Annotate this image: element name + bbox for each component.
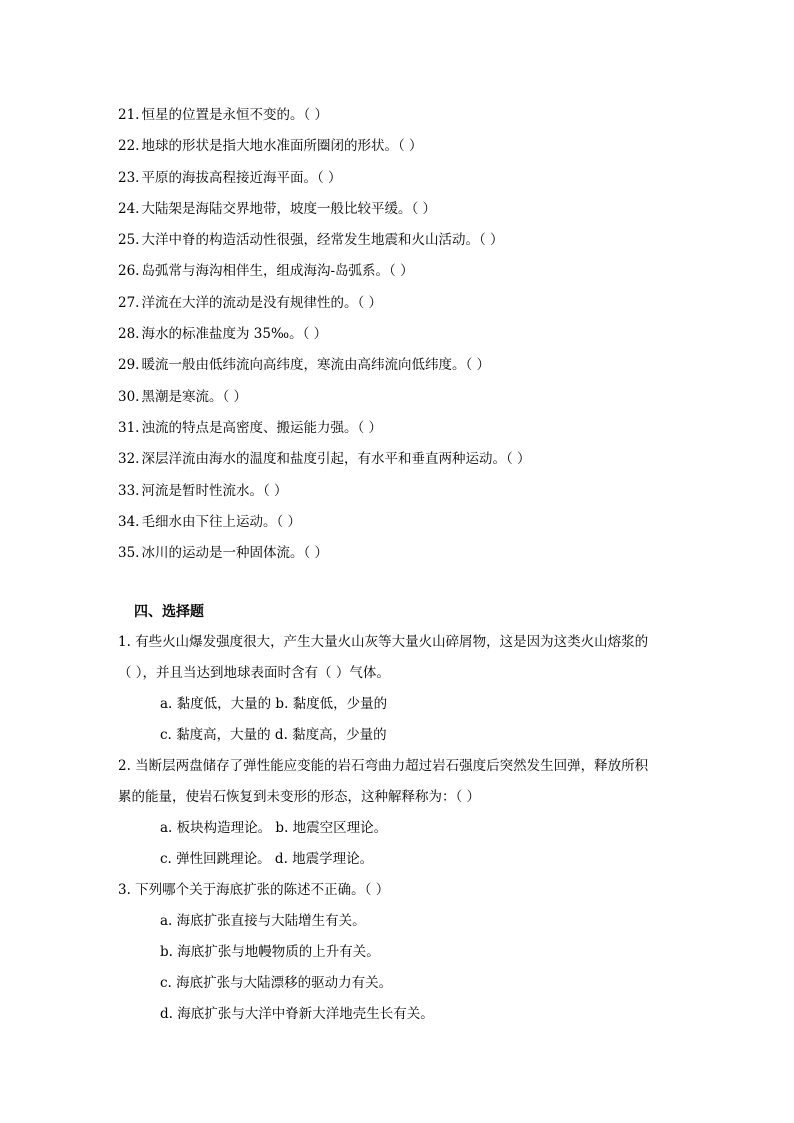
list-item	[118, 444, 758, 475]
item-number: 28.	[118, 326, 140, 343]
option-d: d. 海底扩张与大洋中脊新大洋地壳生长有关。	[160, 1006, 434, 1022]
option-a: a. 海底扩张直接与大陆增生有关。	[160, 913, 366, 929]
item-number: 29.	[118, 357, 140, 374]
item-number: 21.	[118, 107, 140, 123]
item-text: 暖流一般由低纬流向高纬度，寒流由高纬流向低纬度。（ ）	[141, 357, 491, 374]
question-2	[118, 751, 678, 875]
item-text: 黑潮是寒流。（ ）	[141, 388, 248, 405]
list-item	[118, 507, 758, 538]
list-item	[118, 413, 758, 444]
section-title: 四、选择题	[134, 604, 204, 620]
item-text: 毛细水由下往上运动。（ ）	[141, 513, 302, 530]
item-number: 26.	[118, 263, 140, 280]
option-line: a. 黏度低，大量的 b. 黏度低，少量的	[160, 696, 388, 712]
item-number: 24.	[118, 200, 140, 217]
list-item	[118, 194, 758, 225]
question-stem-line: 2. 当断层两盘储存了弹性能应变能的岩石弯曲力超过岩石强度后突然发生回弹，释放所积	[118, 758, 649, 774]
option-line: c. 黏度高，大量的 d. 黏度高，少量的	[160, 727, 387, 743]
option-line: a. 板块构造理论。 b. 地震空区理论。	[160, 820, 388, 836]
option-b: b. 海底扩张与地幔物质的上升有关。	[160, 944, 380, 960]
list-item	[118, 382, 758, 413]
item-text: 岛弧常与海沟相伴生，组成海沟-岛弧系。（ ）	[141, 263, 414, 280]
option-c: c. 海底扩张与大陆漂移的驱动力有关。	[160, 975, 393, 991]
question-stem-line: 1. 有些火山爆发强度很大，产生大量火山灰等大量火山碎屑物，这是因为这类火山熔浆的	[118, 634, 649, 650]
item-number: 23.	[118, 169, 140, 186]
list-item	[118, 538, 758, 569]
item-text: 洋流在大洋的流动是没有规律性的。（ ）	[141, 294, 383, 311]
question-stem-line: 累的能量，使岩石恢复到未变形的形态，这种解释称为：（ ）	[118, 789, 481, 805]
item-text: 地球的形状是指大地水准面所圈闭的形状。（ ）	[141, 138, 423, 155]
list-item	[118, 319, 758, 350]
question-1	[118, 627, 678, 751]
item-text: 冰川的运动是一种固体流。（ ）	[141, 545, 329, 562]
list-item	[118, 350, 758, 381]
item-text: 浊流的特点是高密度、搬运能力强。（ ）	[141, 419, 383, 436]
list-item	[118, 163, 758, 194]
true-false-list	[118, 100, 758, 569]
item-number: 25.	[118, 232, 140, 249]
item-number: 30.	[118, 388, 140, 405]
item-number: 33.	[118, 482, 140, 499]
item-number: 35.	[118, 545, 140, 562]
option-line: c. 弹性回跳理论。 d. 地震学理论。	[160, 851, 374, 867]
list-item	[118, 476, 758, 507]
list-item	[118, 288, 758, 319]
item-text: 海水的标准盐度为 35‰。（ ）	[141, 326, 328, 343]
question-3	[118, 875, 678, 1030]
list-item	[118, 131, 758, 162]
item-text: 平原的海拔高程接近海平面。（ ）	[141, 169, 342, 186]
list-item	[118, 256, 758, 287]
item-text: 河流是暂时性流水。（ ）	[141, 482, 288, 499]
question-stem-line: 3. 下列哪个关于海底扩张的陈述不正确。（ ）	[118, 882, 390, 898]
question-stem-line: （ ），并且当达到地球表面时含有（ ）气体。	[118, 665, 390, 681]
list-item	[118, 100, 758, 131]
item-number: 27.	[118, 294, 140, 311]
item-number: 32.	[118, 451, 140, 468]
item-number: 22.	[118, 138, 140, 155]
item-number: 31.	[118, 419, 140, 436]
item-number: 34.	[118, 513, 140, 530]
item-text: 大陆架是海陆交界地带，坡度一般比较平缓。（ ）	[141, 200, 437, 217]
item-text: 恒星的位置是永恒不变的。（ ）	[141, 107, 329, 123]
list-item	[118, 225, 758, 256]
item-text: 深层洋流由海水的温度和盐度引起，有水平和垂直两种运动。（ ）	[141, 451, 531, 468]
item-text: 大洋中脊的构造活动性很强，经常发生地震和火山活动。（ ）	[141, 232, 504, 249]
